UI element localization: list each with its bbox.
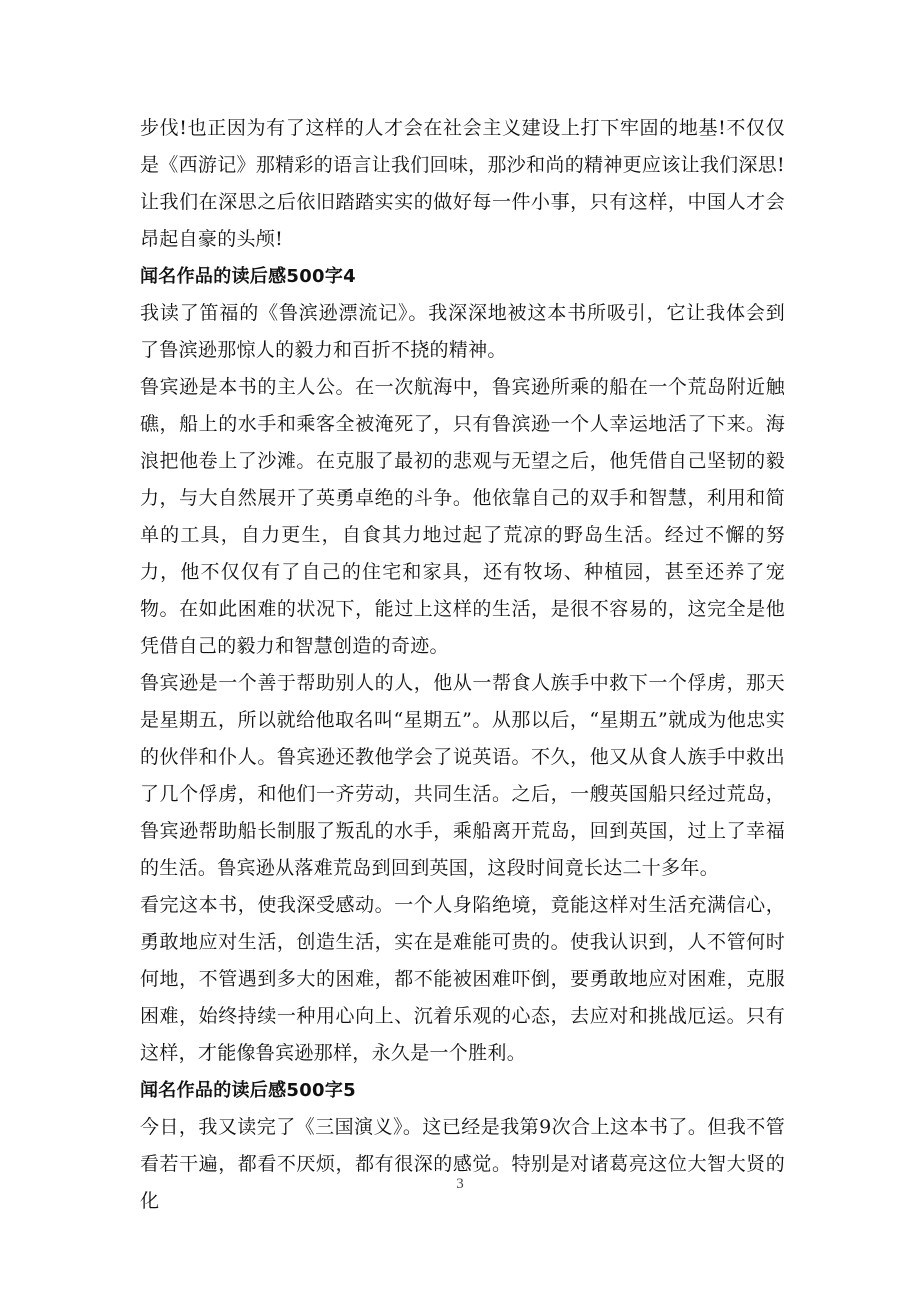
document-body <box>140 110 785 1220</box>
paragraph-robinson-story: 鲁宾逊是本书的主人公。在一次航海中，鲁宾逊所乘的船在一个荒岛附近触礁，船上的水手和乘客全被淹死了，只有鲁滨逊一个人幸运地活了下来。海浪把他卷上了沙滩。在克服了最初的悲观与无望之后，他凭借自己坚韧的毅力，与大自然展开了英勇卓绝的斗争。他依靠自己的双手和智慧，利用和简单的工具，自力更生，自食其力地过起了荒凉的野岛生活。经过不懈的努力，他不仅仅有了自己的住宅和家具，还有牧场、种植园，甚至还养了宠物。在如此困难的状况下，能过上这样的生活，是很不容易的，这完全是他凭借自己的毅力和智慧创造的奇迹。 <box>140 376 785 657</box>
page-number: 3 <box>456 1176 464 1192</box>
section-heading-4: 闻名作品的读后感500字4 <box>140 266 356 287</box>
paragraph-intro: 步伐!也正因为有了这样的人才会在社会主义建设上打下牢固的地基!不仅仅是《西游记》那精彩的语言让我们回味，那沙和尚的精神更应该让我们深思!让我们在深思之后依旧踏踏实实的做好每一件小事，只有这样，中国人才会昂起自豪的头颅! <box>140 117 785 250</box>
paragraph-reflection: 看完这本书，使我深受感动。一个人身陷绝境，竟能这样对生活充满信心，勇敢地应对生活，创造生活，实在是难能可贵的。使我认识到，人不管何时何地，不管遇到多大的困难，都不能被困难吓倒，要勇敢地应对困难，克服困难，始终持续一种用心向上、沉着乐观的心态，去应对和挑战厄运。只有这样，才能像鲁宾逊那样，永久是一个胜利。 <box>140 894 785 1064</box>
paragraph-three-kingdoms: 今日，我又读完了《三国演义》。这已经是我第9次合上这本书了。但我不管看若干遍，都看不厌烦，都有很深的感觉。特别是对诸葛亮这位大智大贤的化 <box>140 1116 785 1212</box>
paragraph-friday: 鲁宾逊是一个善于帮助别人的人，他从一帮食人族手中救下一个俘虏，那天是星期五，所以就给他取名叫“星期五”。从那以后，“星期五”就成为他忠实的伙伴和仆人。鲁宾逊还教他学会了说英语。不久，他又从食人族手中救出了几个俘虏，和他们一齐劳动，共同生活。之后，一艘英国船只经过荒岛，鲁宾逊帮助船长制服了叛乱的水手，乘船离开荒岛，回到英国，过上了幸福的生活。鲁宾逊从落难荒岛到回到英国，这段时间竟长达二十多年。 <box>140 672 785 879</box>
section-heading-5: 闻名作品的读后感500字5 <box>140 1080 356 1101</box>
paragraph-robinson-intro: 我读了笛福的《鲁滨逊漂流记》。我深深地被这本书所吸引，它让我体会到了鲁滨逊那惊人的毅力和百折不挠的精神。 <box>140 302 785 361</box>
